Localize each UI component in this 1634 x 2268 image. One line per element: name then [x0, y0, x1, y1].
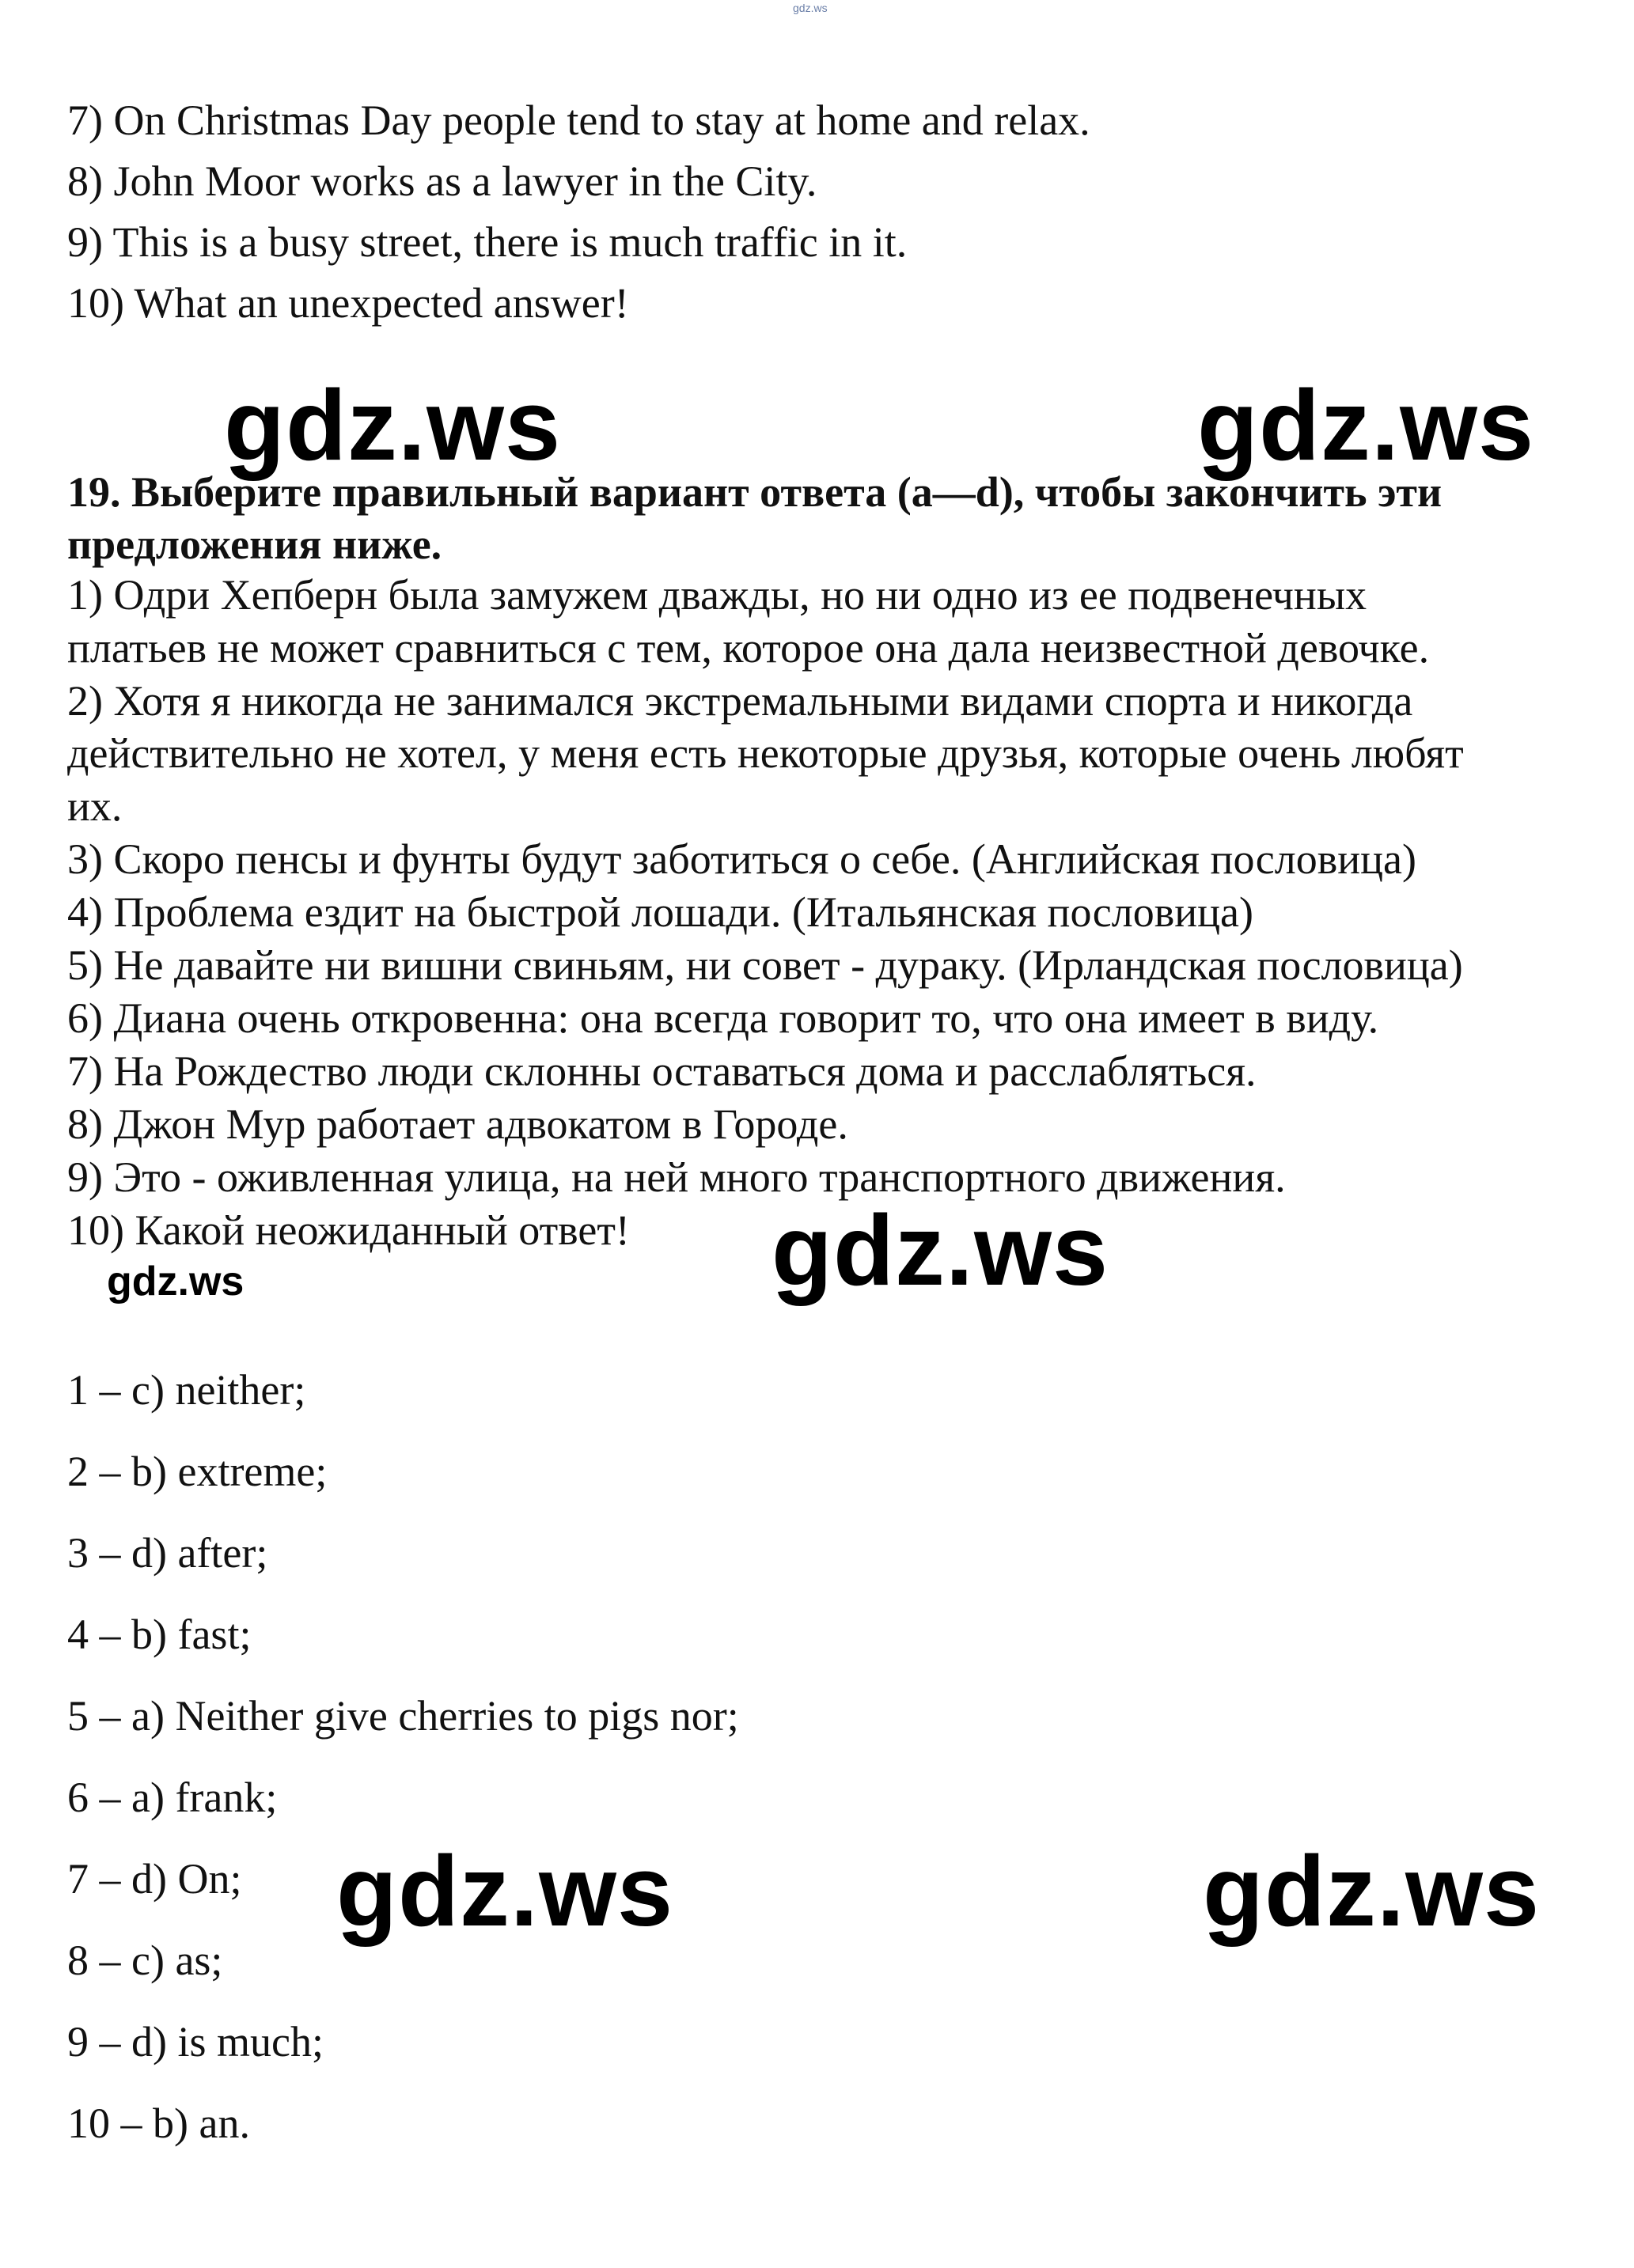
watermark: gdz.ws	[772, 1195, 1109, 1306]
answer-item: 2 – b) extreme;	[67, 1448, 328, 1495]
answer-item: 5 – a) Neither give cherries to pigs nor;	[67, 1692, 739, 1740]
watermark: gdz.ws	[107, 1259, 245, 1304]
answer-item: 8 – c) as;	[67, 1937, 223, 1984]
russian-line: их.	[67, 782, 123, 830]
watermark: gdz.ws	[1197, 369, 1535, 481]
watermark: gdz.ws	[1203, 1835, 1541, 1947]
top-watermark: gdz.ws	[793, 2, 828, 14]
russian-line: 3) Скоро пенсы и фунты будут заботиться о себе. (Английская пословица)	[67, 835, 1416, 883]
russian-line: 7) На Рождество люди склонны оставаться дома и расслабляться.	[67, 1047, 1257, 1095]
english-line: 9) This is a busy street, there is much traffic in it.	[67, 218, 908, 266]
english-line: 7) On Christmas Day people tend to stay at home and relax.	[67, 97, 1090, 144]
answer-item: 4 – b) fast;	[67, 1611, 252, 1658]
task-title-cont: предложения ниже.	[67, 521, 442, 568]
russian-line: 6) Диана очень откровенна: она всегда говорит то, что она имеет в виду.	[67, 994, 1379, 1042]
russian-line: платьев не может сравниться с тем, которое она дала неизвестной девочке.	[67, 624, 1430, 672]
russian-line: 4) Проблема ездит на быстрой лошади. (Итальянская пословица)	[67, 888, 1253, 936]
watermark: gdz.ws	[336, 1835, 674, 1947]
russian-line: действительно не хотел, у меня есть некоторые друзья, которые очень любят	[67, 729, 1464, 777]
russian-line: 8) Джон Мур работает адвокатом в Городе.	[67, 1100, 848, 1148]
answer-item: 3 – d) after;	[67, 1529, 268, 1577]
russian-line: 5) Не давайте ни вишни свиньям, ни совет - дураку. (Ирландская пословица)	[67, 941, 1463, 989]
answer-item: 9 – d) is much;	[67, 2018, 324, 2065]
watermark: gdz.ws	[224, 369, 562, 481]
russian-line: 2) Хотя я никогда не занимался экстремальными видами спорта и никогда	[67, 677, 1413, 725]
russian-line: 9) Это - оживленная улица, на ней много транспортного движения.	[67, 1153, 1286, 1201]
answer-item: 10 – b) an.	[67, 2100, 250, 2147]
english-line: 8) John Moor works as a lawyer in the City.	[67, 157, 817, 205]
answer-item: 6 – a) frank;	[67, 1774, 278, 1821]
task-title: 19. Выберите правильный вариант ответа (a—d), чтобы закончить эти	[67, 468, 1443, 516]
answer-item: 1 – c) neither;	[67, 1366, 306, 1414]
russian-line: 1) Одри Хепберн была замужем дважды, но ни одно из ее подвенечных	[67, 571, 1367, 619]
russian-line: 10) Какой неожиданный ответ!	[67, 1206, 630, 1254]
answer-item: 7 – d) On;	[67, 1855, 242, 1903]
english-line: 10) What an unexpected answer!	[67, 279, 629, 327]
